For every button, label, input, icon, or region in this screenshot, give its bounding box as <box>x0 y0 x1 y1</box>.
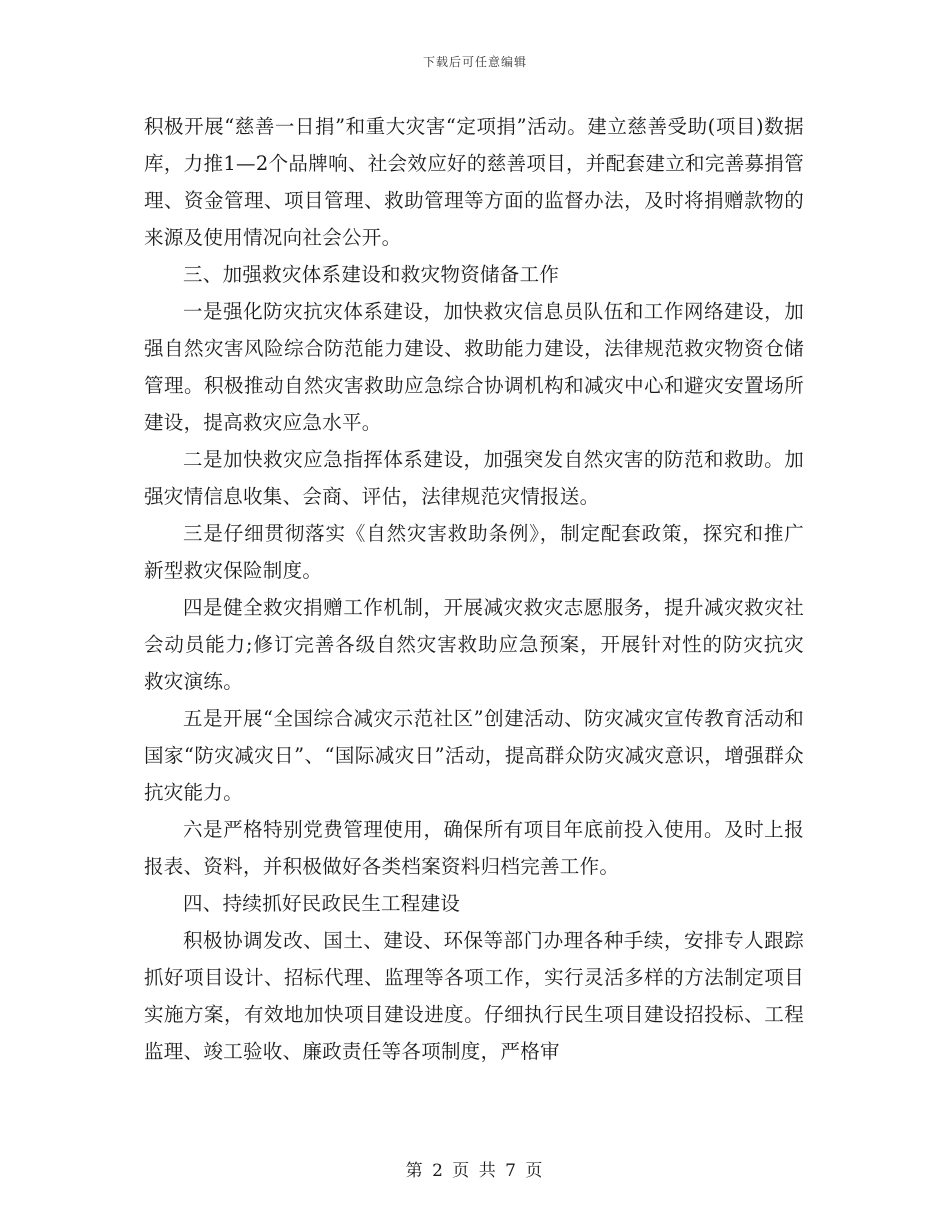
page-number-footer: 第 2 页 共 7 页 <box>405 1161 545 1181</box>
paragraph-5: 三是仔细贯彻落实《自然灾害救助条例》，制定配套政策，探究和推广新型救灾保险制度。 <box>144 522 804 582</box>
page-header-note: 下载后可任意编辑 <box>422 55 527 69</box>
document-body <box>144 108 804 1070</box>
paragraph-7: 五是开展“全国综合减灾示范社区”创建活动、防灾减灾宣传教育活动和国家“防灾减灾日”、“国际减灾日”活动，提高群众防灾减灾意识，增强群众抗灾能力。 <box>144 707 804 804</box>
paragraph-8: 六是严格特别党费管理使用，确保所有项目年底前投入使用。及时上报报表、资料，并积极做好各类档案资料归档完善工作。 <box>144 818 804 878</box>
section-heading-4: 四、持续抓好民政民生工程建设 <box>183 892 461 915</box>
section-heading-3: 三、加强救灾体系建设和救灾物资储备工作 <box>183 263 560 286</box>
paragraph-4: 二是加快救灾应急指挥体系建设，加强突发自然灾害的防范和救助。加强灾情信息收集、会商、评估，法律规范灾情报送。 <box>144 448 804 508</box>
paragraph-10: 积极协调发改、国土、建设、环保等部门办理各种手续，安排专人跟踪抓好项目设计、招标代理、监理等各项工作，实行灵活多样的方法制定项目实施方案，有效地加快项目建设进度。仔细执行民生项目建设招投标、工程监理、竣工验收、廉政责任等各项制度，严格审 <box>144 929 804 1063</box>
paragraph-3: 一是强化防灾抗灾体系建设，加快救灾信息员队伍和工作网络建设，加强自然灾害风险综合防范能力建设、救助能力建设，法律规范救灾物资仓储管理。积极推动自然灾害救助应急综合协调机构和减灾中心和避灾安置场所建设，提高救灾应急水平。 <box>144 300 804 434</box>
paragraph-1: 积极开展“慈善一日捐”和重大灾害“定项捐”活动。建立慈善受助(项目)数据库，力推1—2个品牌响、社会效应好的慈善项目，并配套建立和完善募捐管理、资金管理、项目管理、救助管理等方面的监督办法，及时将捐赠款物的来源及使用情况向社会公开。 <box>144 115 804 249</box>
paragraph-6: 四是健全救灾捐赠工作机制，开展减灾救灾志愿服务，提升减灾救灾社会动员能力;修订完善各级自然灾害救助应急预案，开展针对性的防灾抗灾救灾演练。 <box>144 596 804 693</box>
